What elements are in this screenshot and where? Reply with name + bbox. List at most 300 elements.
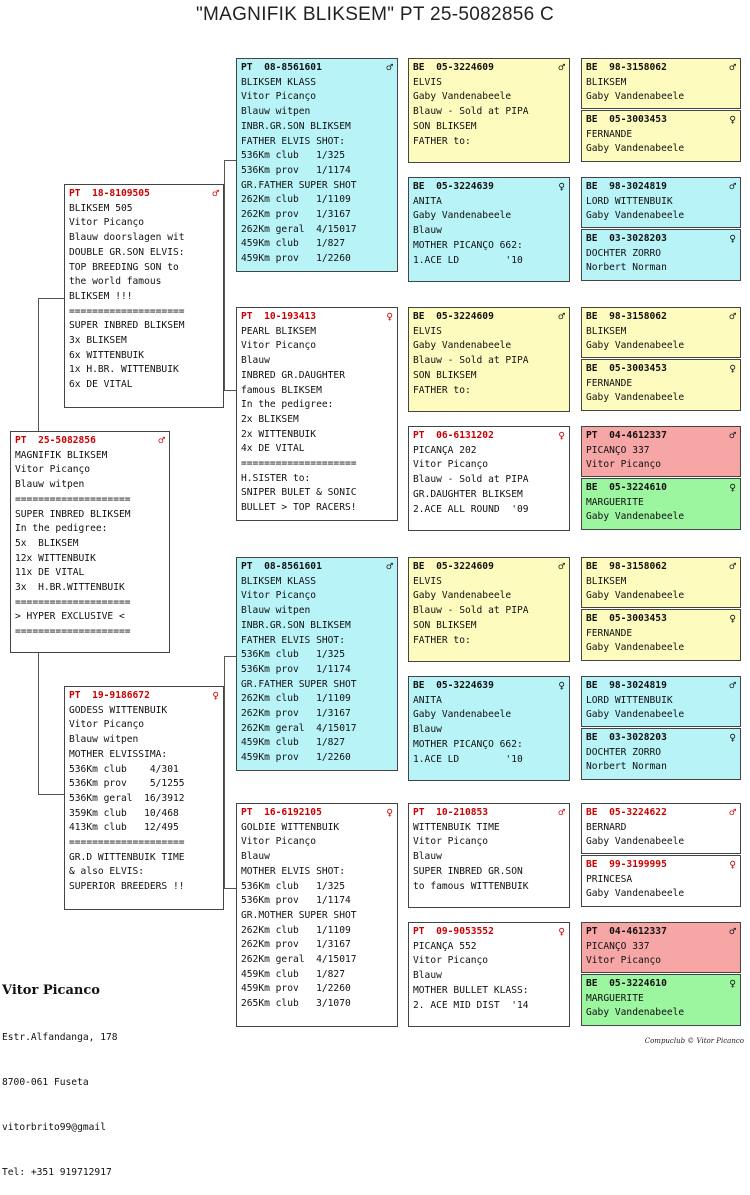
card-header xyxy=(586,977,736,992)
card-line: Blauw xyxy=(413,970,442,982)
card-line: 262Km prov 1/3167 xyxy=(241,209,351,221)
male-icon: ♂ xyxy=(158,434,165,447)
pedigree-card-sire[interactable] xyxy=(64,184,224,408)
card-header xyxy=(413,61,565,76)
card-line: 262Km geral 4/15017 xyxy=(241,954,357,966)
card-line: 2. ACE MID DIST '14 xyxy=(413,999,529,1011)
card-line: ==================== xyxy=(69,305,185,317)
ring-number: PT 04-4612337 xyxy=(586,430,667,441)
card-line: the world famous xyxy=(69,276,162,288)
female-icon: ♀ xyxy=(729,731,736,744)
male-icon: ♂ xyxy=(729,310,736,323)
card-line: 459Km prov 1/2260 xyxy=(241,983,351,995)
card-line: Vitor Picanço xyxy=(413,955,489,967)
card-line: ELVIS xyxy=(413,575,442,587)
card-header xyxy=(586,925,736,940)
pedigree-card-gggp-8[interactable] xyxy=(581,478,741,530)
ring-number: BE 98-3158062 xyxy=(586,311,667,322)
card-line: 359Km club 10/468 xyxy=(69,807,179,819)
ring-number: BE 05-3224639 xyxy=(413,181,494,192)
card-header xyxy=(586,61,736,76)
card-line: 459Km club 1/827 xyxy=(241,238,345,250)
male-icon: ♂ xyxy=(729,679,736,692)
card-line: 536Km prov 5/1255 xyxy=(69,778,185,790)
female-icon: ♀ xyxy=(386,310,393,323)
card-line: GOLDIE WITTENBUIK xyxy=(241,821,340,833)
card-line: PRINCESA xyxy=(586,873,633,885)
ring-number: PT 10-193413 xyxy=(241,311,317,322)
connector-line xyxy=(224,656,236,657)
pedigree-card-ggp-6[interactable] xyxy=(408,676,570,781)
card-line: LORD WITTENBUIK xyxy=(586,195,673,207)
card-line: ==================== xyxy=(15,596,131,608)
card-line: Norbert Norman xyxy=(586,262,667,274)
card-line: famous BLIKSEM xyxy=(241,384,322,396)
card-line: 459Km club 1/827 xyxy=(241,737,345,749)
card-header xyxy=(15,434,165,449)
card-line: Gaby Vandenabeele xyxy=(413,590,512,602)
card-line: MOTHER ELVIS SHOT: xyxy=(241,865,345,877)
card-line: GR.FATHER SUPER SHOT xyxy=(241,678,357,690)
card-line: 536Km prov 1/1174 xyxy=(241,663,351,675)
card-line: Blauw witpen xyxy=(15,479,85,491)
card-line: 265Km club 3/1070 xyxy=(241,998,351,1010)
card-line: 459Km prov 1/2260 xyxy=(241,752,351,764)
card-line: GODESS WITTENBUIK xyxy=(69,704,168,716)
card-line: > HYPER EXCLUSIVE < xyxy=(15,611,125,623)
female-icon: ♀ xyxy=(729,977,736,990)
card-line: Norbert Norman xyxy=(586,761,667,773)
card-line: MOTHER BULLET KLASS: xyxy=(413,984,529,996)
card-header xyxy=(413,180,565,195)
card-line: 1.ACE LD '10 xyxy=(413,254,523,266)
female-icon: ♀ xyxy=(729,481,736,494)
card-line: SUPER INBRED GR.SON xyxy=(413,865,523,877)
card-line: INBRED GR.DAUGHTER xyxy=(241,369,345,381)
pedigree-card-ggp-2[interactable] xyxy=(408,177,570,282)
card-line: Vitor Picanço xyxy=(413,836,489,848)
card-line: Gaby Vandenabeele xyxy=(413,709,512,721)
ring-number: PT 09-9053552 xyxy=(413,926,494,937)
pedigree-card-gggp-6[interactable] xyxy=(581,359,741,411)
pedigree-card-grandsire-1[interactable] xyxy=(236,58,398,272)
card-line: PICANÇA 552 xyxy=(413,940,477,952)
pedigree-card-gggp-15[interactable] xyxy=(581,922,741,973)
card-header xyxy=(413,925,565,940)
card-line: 6x DE VITAL xyxy=(69,379,133,391)
card-line: FERNANDE xyxy=(586,627,633,639)
card-line: DOCHTER ZORRO xyxy=(586,247,662,259)
card-line: ANITA xyxy=(413,195,442,207)
card-line: GR.FATHER SUPER SHOT xyxy=(241,179,357,191)
pedigree-card-gggp-16[interactable] xyxy=(581,974,741,1026)
card-line: INBR.GR.SON BLIKSEM xyxy=(241,120,351,132)
ring-number: BE 98-3024819 xyxy=(586,181,667,192)
card-line: 2x WITTENBUIK xyxy=(241,428,317,440)
pedigree-card-granddam-1[interactable] xyxy=(236,307,398,521)
card-line: Gaby Vandenabeele xyxy=(586,1007,685,1019)
card-line: In the pedigree: xyxy=(241,399,334,411)
page-title: "MAGNIFIK BLIKSEM" PT 25-5082856 C xyxy=(195,4,555,25)
connector-line xyxy=(38,794,64,795)
pedigree-card-gggp-12[interactable] xyxy=(581,728,741,780)
connector-line xyxy=(38,652,39,794)
card-line: H.SISTER to: xyxy=(241,472,311,484)
card-line: PICANÇO 337 xyxy=(586,940,650,952)
female-icon: ♀ xyxy=(386,806,393,819)
ring-number: BE 05-3224609 xyxy=(413,62,494,73)
card-header xyxy=(586,362,736,377)
owner-name: Vitor Picanco xyxy=(2,983,100,998)
card-line: Blauw - Sold at PIPA xyxy=(413,106,529,118)
card-line: to famous WITTENBUIK xyxy=(413,880,529,892)
card-line: MOTHER PICANÇO 662: xyxy=(413,239,523,251)
card-line: FATHER to: xyxy=(413,135,471,147)
female-icon: ♀ xyxy=(212,689,219,702)
pedigree-card-gggp-9[interactable] xyxy=(581,557,741,608)
card-line: Blauw xyxy=(413,851,442,863)
male-icon: ♂ xyxy=(558,310,565,323)
card-line: 536Km club 1/325 xyxy=(241,649,345,661)
card-line: LORD WITTENBUIK xyxy=(586,694,673,706)
card-line: 536Km geral 16/3912 xyxy=(69,792,185,804)
card-line: Vitor Picanço xyxy=(586,955,662,967)
card-line: INBR.GR.SON BLIKSEM xyxy=(241,619,351,631)
card-header xyxy=(586,679,736,694)
card-line: Vitor Picanço xyxy=(241,91,317,103)
card-line: FATHER ELVIS SHOT: xyxy=(241,634,345,646)
card-line: Blauw witpen xyxy=(241,106,311,118)
card-line: 536Km prov 1/1174 xyxy=(241,895,351,907)
ring-number: BE 03-3028203 xyxy=(586,233,667,244)
card-line: 5x BLIKSEM xyxy=(15,537,79,549)
connector-line xyxy=(38,298,39,432)
card-line: BLIKSEM xyxy=(586,76,627,88)
card-line: Blauw witpen xyxy=(241,605,311,617)
female-icon: ♀ xyxy=(558,429,565,442)
male-icon: ♂ xyxy=(729,180,736,193)
ring-number: BE 98-3158062 xyxy=(586,561,667,572)
card-line: BLIKSEM 505 xyxy=(69,202,133,214)
ring-number: PT 10-210853 xyxy=(413,807,489,818)
ring-number: BE 05-3003453 xyxy=(586,613,667,624)
pedigree-card-dam[interactable] xyxy=(64,686,224,910)
card-line: Blauw doorslagen wit xyxy=(69,232,185,244)
card-line: 3x H.BR.WITTENBUIK xyxy=(15,582,125,594)
pedigree-card-gggp-4[interactable] xyxy=(581,229,741,281)
card-line: 262Km club 1/1109 xyxy=(241,924,351,936)
ring-number: BE 05-3224609 xyxy=(413,311,494,322)
card-line: SNIPER BULET & SONIC xyxy=(241,487,357,499)
female-icon: ♀ xyxy=(729,612,736,625)
card-line: Gaby Vandenabeele xyxy=(586,210,685,222)
connector-line xyxy=(224,390,236,391)
card-line: Gaby Vandenabeele xyxy=(586,340,685,352)
card-line: BLIKSEM xyxy=(586,575,627,587)
pedigree-card-ggp-1[interactable] xyxy=(408,58,570,163)
card-line: GR.MOTHER SUPER SHOT xyxy=(241,909,357,921)
female-icon: ♀ xyxy=(729,362,736,375)
card-line: BLIKSEM KLASS xyxy=(241,76,317,88)
card-line: PICANÇO 337 xyxy=(586,444,650,456)
card-line: Gaby Vandenabeele xyxy=(586,392,685,404)
female-icon: ♀ xyxy=(729,113,736,126)
card-header xyxy=(413,560,565,575)
ring-number: PT 08-8561601 xyxy=(241,62,322,73)
card-line: MARGUERITE xyxy=(586,992,644,1004)
female-icon: ♀ xyxy=(558,925,565,938)
card-line: ==================== xyxy=(69,837,185,849)
ring-number: BE 98-3024819 xyxy=(586,680,667,691)
card-line: Gaby Vandenabeele xyxy=(413,340,512,352)
male-icon: ♂ xyxy=(558,61,565,74)
pedigree-card-gggp-13[interactable] xyxy=(581,803,741,854)
card-line: Blauw - Sold at PIPA xyxy=(413,355,529,367)
ring-number: BE 05-3224639 xyxy=(413,680,494,691)
card-line: BULLET > TOP RACERS! xyxy=(241,502,357,514)
ring-number: BE 99-3199995 xyxy=(586,859,667,870)
card-header xyxy=(413,679,565,694)
card-line: ANITA xyxy=(413,694,442,706)
card-line: GR.DAUGHTER BLIKSEM xyxy=(413,488,523,500)
card-line: FATHER to: xyxy=(413,384,471,396)
card-line: ==================== xyxy=(15,626,131,638)
card-line: Blauw - Sold at PIPA xyxy=(413,474,529,486)
connector-line xyxy=(224,160,225,390)
card-line: 12x WITTENBUIK xyxy=(15,552,96,564)
card-line: MOTHER ELVISSIMA: xyxy=(69,748,168,760)
card-header xyxy=(413,806,565,821)
card-header xyxy=(586,180,736,195)
card-header xyxy=(241,61,393,76)
male-icon: ♂ xyxy=(386,560,393,573)
card-line: WITTENBUIK TIME xyxy=(413,821,500,833)
owner-postcode: 8700-061 Fuseta xyxy=(2,1077,89,1088)
card-line: BLIKSEM !!! xyxy=(69,290,133,302)
ring-number: PT 04-4612337 xyxy=(586,926,667,937)
card-line: Gaby Vandenabeele xyxy=(413,210,512,222)
card-line: PEARL BLIKSEM xyxy=(241,325,317,337)
owner-contact xyxy=(2,952,118,1195)
card-line: DOUBLE GR.SON ELVIS: xyxy=(69,246,185,258)
ring-number: BE 03-3028203 xyxy=(586,732,667,743)
card-line: Gaby Vandenabeele xyxy=(586,511,685,523)
ring-number: BE 05-3224609 xyxy=(413,561,494,572)
card-line: Vitor Picanço xyxy=(241,590,317,602)
card-line: 4x DE VITAL xyxy=(241,443,305,455)
card-line: Blauw witpen xyxy=(69,734,139,746)
card-line: MARGUERITE xyxy=(586,496,644,508)
connector-line xyxy=(224,888,236,889)
pedigree-card-ggp-3[interactable] xyxy=(408,307,570,412)
card-line: Blauw xyxy=(413,724,442,736)
pedigree-card-gggp-11[interactable] xyxy=(581,676,741,727)
card-line: FATHER to: xyxy=(413,634,471,646)
card-header xyxy=(586,858,736,873)
card-line: 11x DE VITAL xyxy=(15,567,85,579)
card-line: 536Km club 4/301 xyxy=(69,763,179,775)
card-line: Blauw xyxy=(413,225,442,237)
connector-line xyxy=(224,160,236,161)
owner-email[interactable]: vitorbrito99@gmail xyxy=(2,1122,106,1133)
ring-number: BE 98-3158062 xyxy=(586,62,667,73)
pedigree-card-ggp-7[interactable] xyxy=(408,803,570,908)
ring-number: BE 05-3224610 xyxy=(586,978,667,989)
connector-line xyxy=(38,298,64,299)
card-line: 262Km geral 4/15017 xyxy=(241,223,357,235)
card-line: ==================== xyxy=(15,493,131,505)
card-line: 459Km club 1/827 xyxy=(241,968,345,980)
ring-number: PT 06-6131202 xyxy=(413,430,494,441)
pedigree-card-gggp-5[interactable] xyxy=(581,307,741,358)
card-line: Gaby Vandenabeele xyxy=(586,836,685,848)
ring-number: PT 08-8561601 xyxy=(241,561,322,572)
card-line: MAGNIFIK BLIKSEM xyxy=(15,449,108,461)
male-icon: ♂ xyxy=(729,61,736,74)
card-line: ==================== xyxy=(241,458,357,470)
footer-credit: Compuclub © Vitor Picanco xyxy=(644,1037,744,1045)
card-line: Blauw - Sold at PIPA xyxy=(413,605,529,617)
card-line: FERNANDE xyxy=(586,377,633,389)
card-line: 262Km geral 4/15017 xyxy=(241,722,357,734)
card-line: ELVIS xyxy=(413,76,442,88)
pedigree-card-gggp-7[interactable] xyxy=(581,426,741,477)
card-line: DOCHTER ZORRO xyxy=(586,746,662,758)
owner-phone[interactable]: Tel: +351 919712917 xyxy=(2,1167,112,1178)
card-header xyxy=(586,429,736,444)
card-line: Vitor Picanço xyxy=(241,836,317,848)
pedigree-card-grandsire-2[interactable] xyxy=(236,557,398,771)
pedigree-card-granddam-2[interactable] xyxy=(236,803,398,1027)
pedigree-card-gggp-1[interactable] xyxy=(581,58,741,109)
card-line: SON BLIKSEM xyxy=(413,120,477,132)
card-line: Vitor Picanço xyxy=(241,340,317,352)
card-line: Gaby Vandenabeele xyxy=(586,91,685,103)
card-line: & also ELVIS: xyxy=(69,866,145,878)
ring-number: PT 25-5082856 xyxy=(15,435,96,446)
female-icon: ♀ xyxy=(558,679,565,692)
pedigree-card-gggp-14[interactable] xyxy=(581,855,741,907)
pedigree-card-subject[interactable] xyxy=(10,431,170,653)
card-line: Gaby Vandenabeele xyxy=(413,91,512,103)
card-line: ELVIS xyxy=(413,325,442,337)
ring-number: PT 16-6192105 xyxy=(241,807,322,818)
card-line: Gaby Vandenabeele xyxy=(586,590,685,602)
card-line: 2.ACE ALL ROUND '09 xyxy=(413,503,529,515)
male-icon: ♂ xyxy=(212,187,219,200)
female-icon: ♀ xyxy=(729,858,736,871)
card-line: Gaby Vandenabeele xyxy=(586,709,685,721)
card-line: SUPER INBRED BLIKSEM xyxy=(15,508,131,520)
male-icon: ♂ xyxy=(558,560,565,573)
card-line: MOTHER PICANÇO 662: xyxy=(413,738,523,750)
female-icon: ♀ xyxy=(729,232,736,245)
card-line: Gaby Vandenabeele xyxy=(586,888,685,900)
card-header xyxy=(69,689,219,704)
male-icon: ♂ xyxy=(729,429,736,442)
card-header xyxy=(241,310,393,325)
card-line: 459Km prov 1/2260 xyxy=(241,253,351,265)
card-header xyxy=(413,429,565,444)
card-line: GR.D WITTENBUIK TIME xyxy=(69,851,185,863)
card-line: Blauw xyxy=(241,851,270,863)
female-icon: ♀ xyxy=(558,180,565,193)
male-icon: ♂ xyxy=(386,61,393,74)
card-line: BLIKSEM KLASS xyxy=(241,575,317,587)
card-header xyxy=(586,481,736,496)
card-line: Vitor Picanço xyxy=(69,217,145,229)
card-header xyxy=(586,731,736,746)
card-line: 1.ACE LD '10 xyxy=(413,753,523,765)
card-header xyxy=(586,232,736,247)
male-icon: ♂ xyxy=(729,806,736,819)
card-line: 413Km club 12/495 xyxy=(69,822,179,834)
ring-number: BE 05-3224622 xyxy=(586,807,667,818)
card-line: 262Km club 1/1109 xyxy=(241,693,351,705)
card-line: PICANÇA 202 xyxy=(413,444,477,456)
card-line: SON BLIKSEM xyxy=(413,369,477,381)
card-header xyxy=(241,806,393,821)
card-line: SON BLIKSEM xyxy=(413,619,477,631)
card-line: BERNARD xyxy=(586,821,627,833)
card-header xyxy=(241,560,393,575)
card-line: Vitor Picanço xyxy=(69,719,145,731)
card-line: 262Km club 1/1109 xyxy=(241,194,351,206)
card-header xyxy=(413,310,565,325)
card-header xyxy=(586,560,736,575)
card-line: SUPERIOR BREEDERS !! xyxy=(69,881,185,893)
card-line: 6x WITTENBUIK xyxy=(69,349,145,361)
card-line: 1x H.BR. WITTENBUIK xyxy=(69,364,179,376)
card-line: Vitor Picanço xyxy=(15,464,91,476)
pedigree-card-gggp-2[interactable] xyxy=(581,110,741,162)
card-line: TOP BREEDING SON to xyxy=(69,261,179,273)
connector-line xyxy=(224,656,225,888)
card-header xyxy=(586,612,736,627)
card-header xyxy=(586,806,736,821)
card-line: 536Km club 1/325 xyxy=(241,150,345,162)
pedigree-card-ggp-5[interactable] xyxy=(408,557,570,662)
male-icon: ♂ xyxy=(729,925,736,938)
card-line: 262Km prov 1/3167 xyxy=(241,708,351,720)
ring-number: PT 19-9186672 xyxy=(69,690,150,701)
card-line: Blauw xyxy=(241,355,270,367)
male-icon: ♂ xyxy=(729,560,736,573)
card-line: 536Km prov 1/1174 xyxy=(241,164,351,176)
card-line: In the pedigree: xyxy=(15,523,108,535)
card-line: 536Km club 1/325 xyxy=(241,880,345,892)
ring-number: BE 05-3224610 xyxy=(586,482,667,493)
ring-number: BE 05-3003453 xyxy=(586,114,667,125)
owner-address: Estr.Alfandanga, 178 xyxy=(2,1032,118,1043)
card-header xyxy=(69,187,219,202)
card-line: 262Km prov 1/3167 xyxy=(241,939,351,951)
pedigree-card-gggp-10[interactable] xyxy=(581,609,741,661)
pedigree-card-ggp-8[interactable] xyxy=(408,922,570,1027)
pedigree-card-ggp-4[interactable] xyxy=(408,426,570,531)
card-line: 2x BLIKSEM xyxy=(241,413,299,425)
card-header xyxy=(586,113,736,128)
pedigree-card-gggp-3[interactable] xyxy=(581,177,741,228)
ring-number: BE 05-3003453 xyxy=(586,363,667,374)
card-line: FATHER ELVIS SHOT: xyxy=(241,135,345,147)
card-line: Gaby Vandenabeele xyxy=(586,143,685,155)
card-line: Vitor Picanço xyxy=(413,459,489,471)
card-line: FERNANDE xyxy=(586,128,633,140)
card-line: SUPER INBRED BLIKSEM xyxy=(69,320,185,332)
card-line: Gaby Vandenabeele xyxy=(586,642,685,654)
card-line: Vitor Picanço xyxy=(586,459,662,471)
